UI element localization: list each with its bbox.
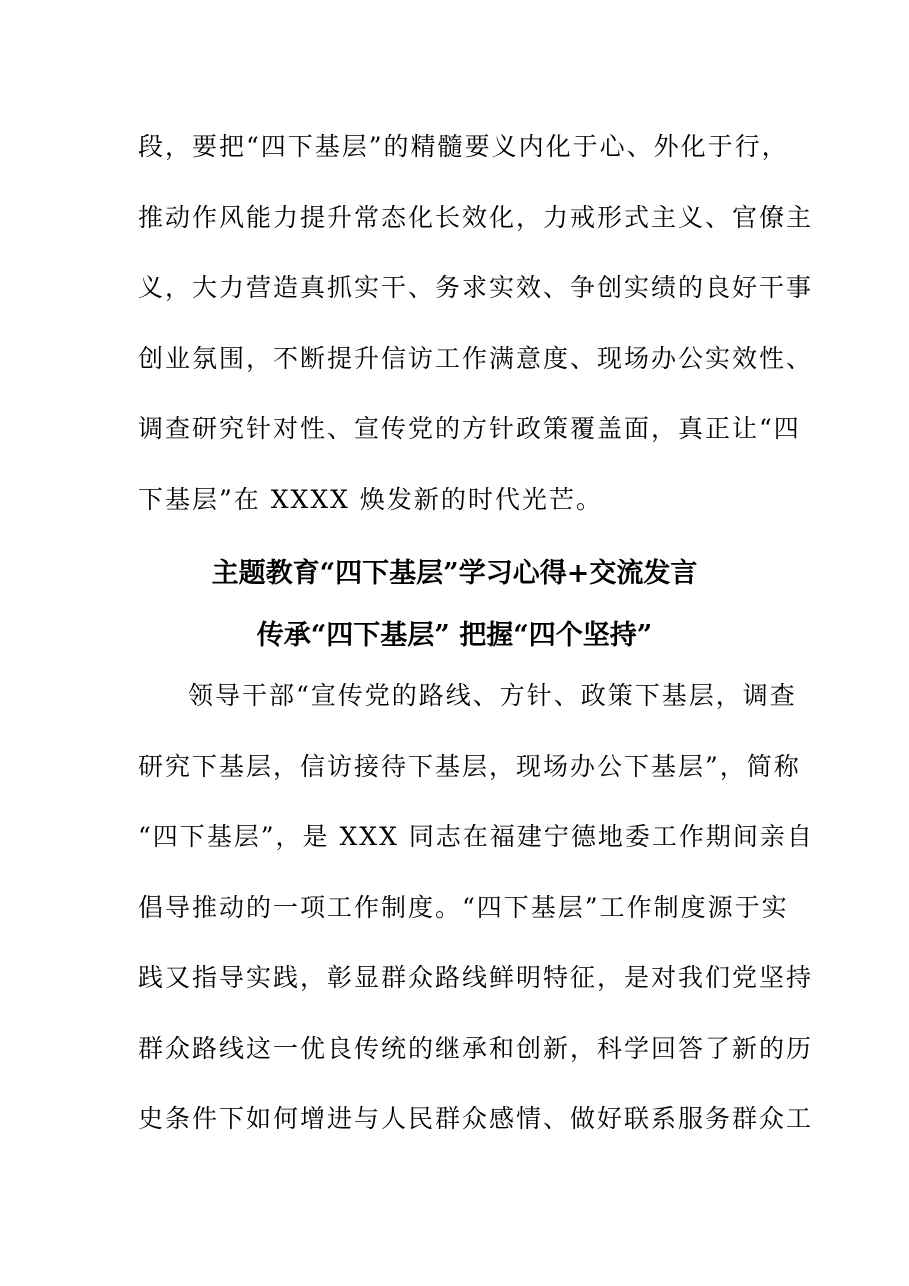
paragraph-line: 创业氛围，不断提升信访工作满意度、现场办公实效性、 (138, 344, 814, 373)
paragraph-line: 领导干部“宣传党的路线、方针、政策下基层，调查 (188, 681, 797, 710)
document-title: 主题教育“四下基层”学习心得+交流发言 (211, 558, 698, 589)
paragraph-line: 调查研究针对性、宣传党的方针政策覆盖面，真正让“四 (138, 414, 801, 443)
paragraph-line: “四下基层”，是 XXX 同志在福建宁德地委工作期间亲自 (138, 822, 814, 851)
paragraph-line: 践又指导实践，彰显群众路线鲜明特征，是对我们党坚持 (138, 963, 814, 992)
paragraph-line: 段，要把“四下基层”的精髓要义内化于心、外化于行， (138, 132, 789, 161)
paragraph-line: 义，大力营造真抓实干、务求实效、争创实绩的良好干事 (138, 273, 814, 302)
paragraph-line: 群众路线这一优良传统的继承和创新，科学回答了新的历 (138, 1034, 814, 1063)
paragraph-line: 下基层”在 XXXX 焕发新的时代光芒。 (138, 485, 603, 514)
document-subtitle: 传承“四下基层” 把握“四个坚持” (256, 620, 653, 651)
paragraph-line: 推动作风能力提升常态化长效化，力戒形式主义、官僚主 (138, 203, 814, 232)
paragraph-line: 倡导推动的一项工作制度。“四下基层”工作制度源于实 (138, 893, 789, 922)
paragraph-line: 研究下基层，信访接待下基层，现场办公下基层”，简称 (138, 752, 801, 781)
paragraph-line: 史条件下如何增进与人民群众感情、做好联系服务群众工 (138, 1104, 814, 1133)
